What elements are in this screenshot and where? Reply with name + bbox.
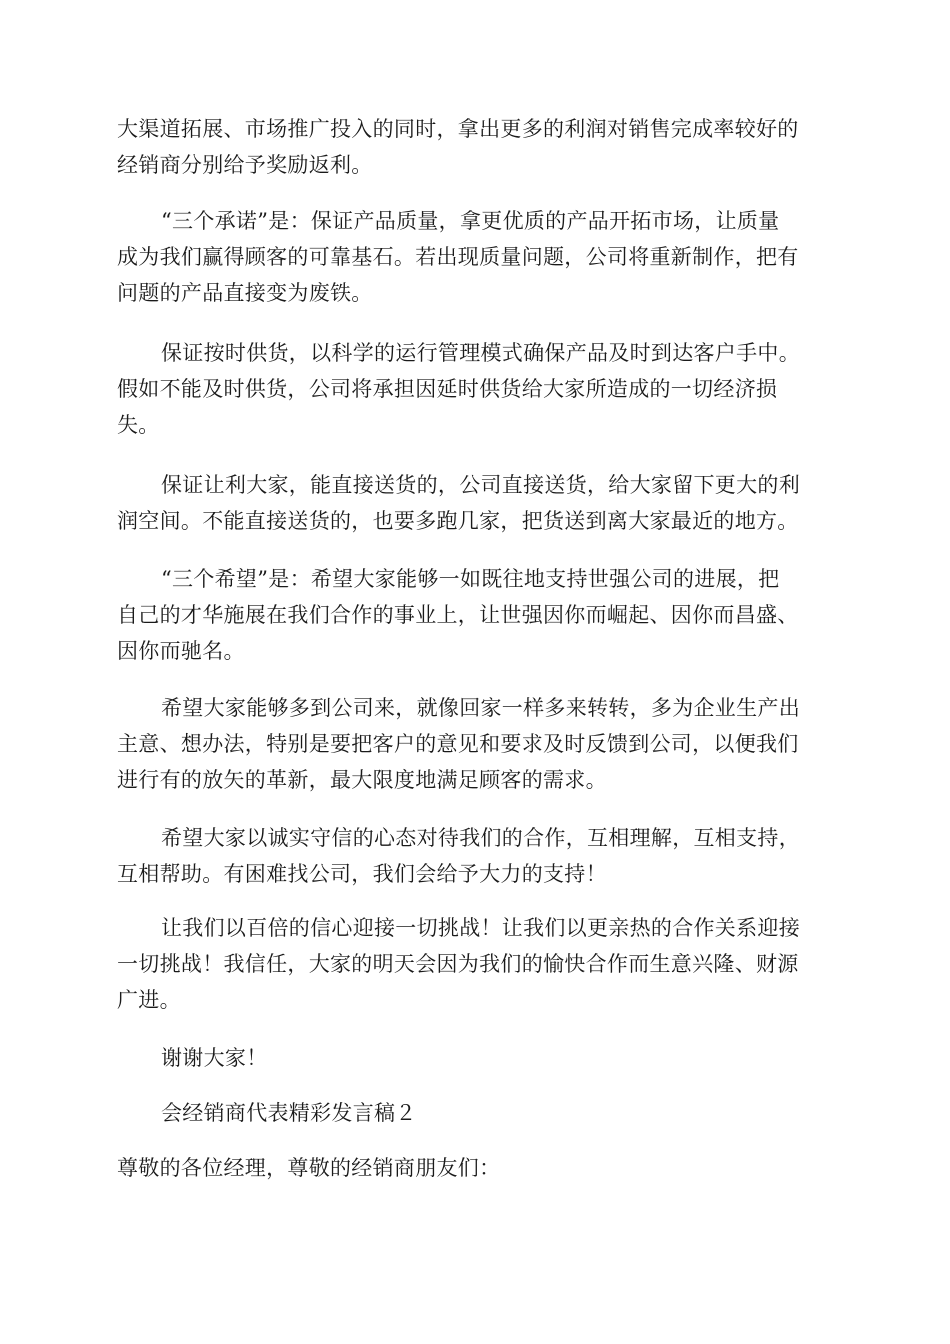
paragraph-on-time-supply xyxy=(117,335,837,443)
paragraph-three-promises xyxy=(117,203,837,311)
text-line: 失。 xyxy=(117,413,160,437)
text-line: 假如不能及时供货，公司将承担因延时供货给大家所造成的一切经济损 xyxy=(117,377,778,401)
section-title xyxy=(117,1095,837,1131)
text-line: 谢谢大家！ xyxy=(161,1046,268,1070)
paragraph-thanks xyxy=(117,1040,837,1076)
text-line: “三个希望”是：希望大家能够一如既往地支持世强公司的进展，把 xyxy=(161,567,780,591)
text-line: 成为我们赢得顾客的可靠基石。若出现质量问题，公司将重新制作，把有 xyxy=(117,245,799,269)
text-line: 问题的产品直接变为废铁。 xyxy=(117,281,373,305)
text-line: 主意、想办法，特别是要把客户的意见和要求及时反馈到公司，以便我们 xyxy=(117,732,799,756)
text-line: 尊敬的各位经理，尊敬的经销商朋友们： xyxy=(117,1156,501,1180)
text-line: 保证让利大家，能直接送货的，公司直接送货，给大家留下更大的利 xyxy=(161,473,800,497)
text-line: 会经销商代表精彩发言稿２ xyxy=(161,1101,417,1125)
text-line: 希望大家能够多到公司来，就像回家一样多来转转，多为企业生产出 xyxy=(161,696,800,720)
paragraph-profit-sharing xyxy=(117,467,837,539)
text-line: 自己的才华施展在我们合作的事业上，让世强因你而崛起、因你而昌盛、 xyxy=(117,603,799,627)
text-line: “三个承诺”是：保证产品质量，拿更优质的产品开拓市场，让质量 xyxy=(161,209,780,233)
paragraph-meet-challenges xyxy=(117,910,837,1018)
text-line: 一切挑战！我信任，大家的明天会因为我们的愉快合作而生意兴隆、财源 xyxy=(117,952,799,976)
paragraph-salutation xyxy=(117,1150,837,1186)
text-line: 因你而驰名。 xyxy=(117,639,245,663)
paragraph-visit-company xyxy=(117,690,837,798)
text-line: 希望大家以诚实守信的心态对待我们的合作，互相理解，互相支持， xyxy=(161,826,800,850)
text-line: 大渠道拓展、市场推广投入的同时，拿出更多的利润对销售完成率较好的 xyxy=(117,117,799,141)
text-line: 保证按时供货，以科学的运行管理模式确保产品及时到达客户手中。 xyxy=(161,341,800,365)
text-line: 进行有的放矢的革新，最大限度地满足顾客的需求。 xyxy=(117,768,607,792)
paragraph-rebate xyxy=(117,111,837,183)
text-line: 互相帮助。有困难找公司，我们会给予大力的支持！ xyxy=(117,862,607,886)
paragraph-three-hopes xyxy=(117,561,837,669)
paragraph-honest-cooperation xyxy=(117,820,837,892)
text-line: 让我们以百倍的信心迎接一切挑战！让我们以更亲热的合作关系迎接 xyxy=(161,916,800,940)
text-line: 经销商分别给予奖励返利。 xyxy=(117,153,373,177)
text-line: 广进。 xyxy=(117,988,181,1012)
text-line: 润空间。不能直接送货的，也要多跑几家，把货送到离大家最近的地方。 xyxy=(117,509,799,533)
